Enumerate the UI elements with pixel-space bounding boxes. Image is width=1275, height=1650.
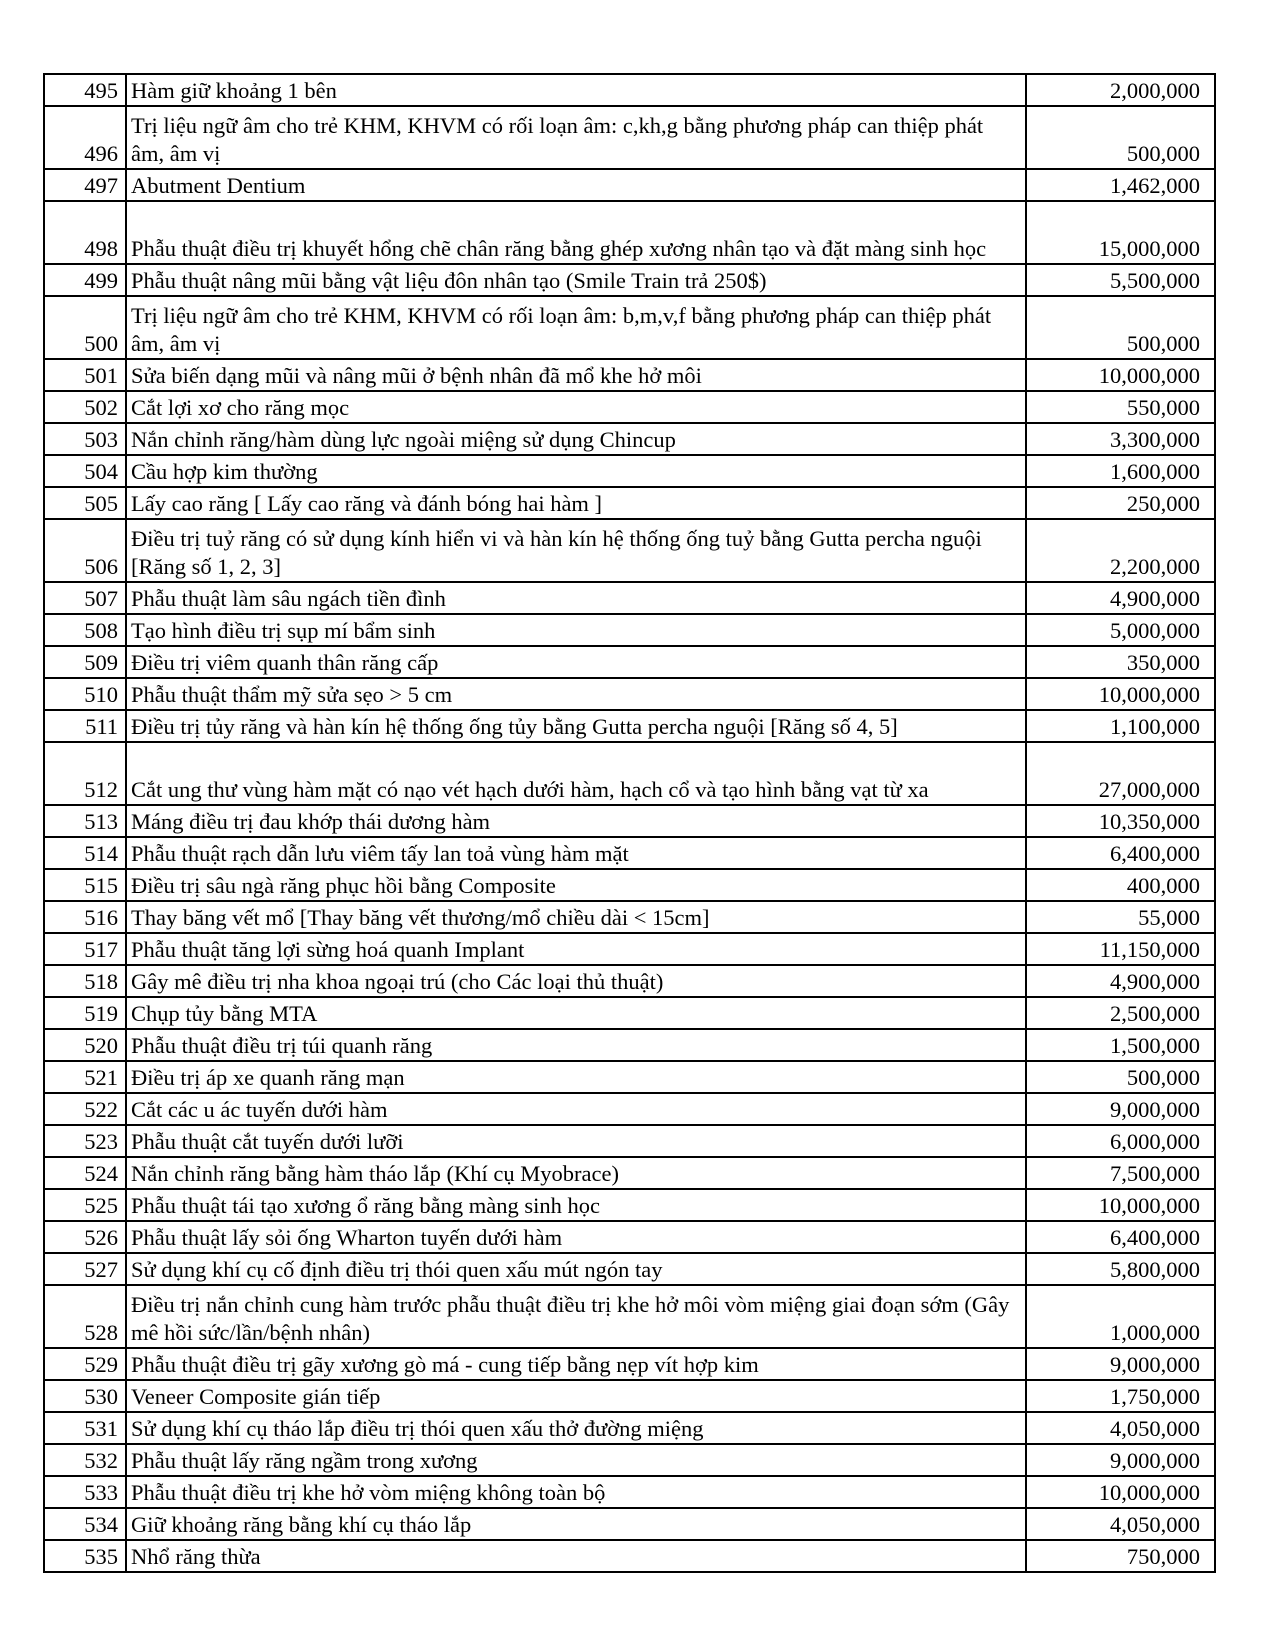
service-price: 500,000 xyxy=(1026,106,1215,169)
service-price: 9,000,000 xyxy=(1026,1348,1215,1380)
table-row xyxy=(44,1476,1215,1508)
table-row xyxy=(44,1348,1215,1380)
service-price: 1,100,000 xyxy=(1026,710,1215,742)
service-price: 10,350,000 xyxy=(1026,805,1215,837)
service-price: 9,000,000 xyxy=(1026,1093,1215,1125)
service-price: 1,000,000 xyxy=(1026,1285,1215,1348)
service-price: 2,500,000 xyxy=(1026,997,1215,1029)
service-description: Phẫu thuật tăng lợi sừng hoá quanh Implant xyxy=(126,933,1026,965)
service-price: 4,050,000 xyxy=(1026,1508,1215,1540)
service-description: Điều trị sâu ngà răng phục hồi bằng Composite xyxy=(126,869,1026,901)
row-number: 511 xyxy=(44,710,126,742)
service-description: Cắt lợi xơ cho răng mọc xyxy=(126,391,1026,423)
table-row xyxy=(44,391,1215,423)
table-row xyxy=(44,1061,1215,1093)
table-row xyxy=(44,1189,1215,1221)
service-price: 6,400,000 xyxy=(1026,1221,1215,1253)
row-number: 495 xyxy=(44,74,126,106)
row-number: 500 xyxy=(44,296,126,359)
table-row xyxy=(44,965,1215,997)
service-description: Thay băng vết mổ [Thay băng vết thương/mổ chiều dài < 15cm] xyxy=(126,901,1026,933)
service-price: 2,000,000 xyxy=(1026,74,1215,106)
table-row xyxy=(44,997,1215,1029)
row-number: 501 xyxy=(44,359,126,391)
table-row xyxy=(44,455,1215,487)
service-description: Lấy cao răng [ Lấy cao răng và đánh bóng hai hàm ] xyxy=(126,487,1026,519)
table-row xyxy=(44,487,1215,519)
service-price: 750,000 xyxy=(1026,1540,1215,1572)
row-number: 515 xyxy=(44,869,126,901)
service-price: 55,000 xyxy=(1026,901,1215,933)
service-price: 1,500,000 xyxy=(1026,1029,1215,1061)
service-price: 2,200,000 xyxy=(1026,519,1215,582)
service-description: Trị liệu ngữ âm cho trẻ KHM, KHVM có rối loạn âm: b,m,v,f bằng phương pháp can thiệp phát âm, âm vị xyxy=(126,296,1026,359)
row-number: 502 xyxy=(44,391,126,423)
row-number: 524 xyxy=(44,1157,126,1189)
service-description: Phẫu thuật thẩm mỹ sửa sẹo > 5 cm xyxy=(126,678,1026,710)
row-number: 508 xyxy=(44,614,126,646)
service-description: Phẫu thuật điều trị túi quanh răng xyxy=(126,1029,1026,1061)
row-number: 527 xyxy=(44,1253,126,1285)
row-number: 528 xyxy=(44,1285,126,1348)
service-description: Nắn chỉnh răng/hàm dùng lực ngoài miệng sử dụng Chincup xyxy=(126,423,1026,455)
service-description: Điều trị tủy răng và hàn kín hệ thống ống tủy bằng Gutta percha nguội [Răng số 4, 5] xyxy=(126,710,1026,742)
service-price: 5,000,000 xyxy=(1026,614,1215,646)
service-description: Sử dụng khí cụ cố định điều trị thói quen xấu mút ngón tay xyxy=(126,1253,1026,1285)
table-row xyxy=(44,74,1215,106)
service-description: Hàm giữ khoảng 1 bên xyxy=(126,74,1026,106)
price-table xyxy=(43,73,1216,1573)
service-description: Veneer Composite gián tiếp xyxy=(126,1380,1026,1412)
service-price: 9,000,000 xyxy=(1026,1444,1215,1476)
table-row xyxy=(44,1253,1215,1285)
service-price: 400,000 xyxy=(1026,869,1215,901)
row-number: 530 xyxy=(44,1380,126,1412)
service-description: Chụp tủy bằng MTA xyxy=(126,997,1026,1029)
service-price: 550,000 xyxy=(1026,391,1215,423)
service-description: Cầu hợp kim thường xyxy=(126,455,1026,487)
service-description: Điều trị viêm quanh thân răng cấp xyxy=(126,646,1026,678)
service-description: Điều trị tuỷ răng có sử dụng kính hiển vi và hàn kín hệ thống ống tuỷ bằng Gutta percha nguội [Răng số 1, 2, 3] xyxy=(126,519,1026,582)
table-row xyxy=(44,837,1215,869)
table-row xyxy=(44,1157,1215,1189)
service-description: Phẫu thuật điều trị khuyết hổng chẽ chân răng bằng ghép xương nhân tạo và đặt màng sinh học xyxy=(126,201,1026,264)
service-description: Cắt ung thư vùng hàm mặt có nạo vét hạch dưới hàm, hạch cổ và tạo hình bằng vạt từ xa xyxy=(126,742,1026,805)
table-row xyxy=(44,742,1215,805)
table-row xyxy=(44,710,1215,742)
service-price: 10,000,000 xyxy=(1026,678,1215,710)
service-description: Nhổ răng thừa xyxy=(126,1540,1026,1572)
row-number: 497 xyxy=(44,169,126,201)
price-table-body xyxy=(44,74,1215,1572)
service-price: 10,000,000 xyxy=(1026,1476,1215,1508)
row-number: 514 xyxy=(44,837,126,869)
service-price: 250,000 xyxy=(1026,487,1215,519)
row-number: 531 xyxy=(44,1412,126,1444)
table-row xyxy=(44,423,1215,455)
table-row xyxy=(44,359,1215,391)
row-number: 498 xyxy=(44,201,126,264)
table-row xyxy=(44,1093,1215,1125)
service-price: 350,000 xyxy=(1026,646,1215,678)
row-number: 513 xyxy=(44,805,126,837)
table-row xyxy=(44,201,1215,264)
table-row xyxy=(44,901,1215,933)
table-row xyxy=(44,805,1215,837)
service-price: 1,600,000 xyxy=(1026,455,1215,487)
row-number: 519 xyxy=(44,997,126,1029)
service-description: Giữ khoảng răng bằng khí cụ tháo lắp xyxy=(126,1508,1026,1540)
row-number: 525 xyxy=(44,1189,126,1221)
row-number: 529 xyxy=(44,1348,126,1380)
service-description: Phẫu thuật điều trị khe hở vòm miệng không toàn bộ xyxy=(126,1476,1026,1508)
service-price: 15,000,000 xyxy=(1026,201,1215,264)
table-row xyxy=(44,1508,1215,1540)
table-row xyxy=(44,678,1215,710)
service-price: 10,000,000 xyxy=(1026,359,1215,391)
service-description: Phẫu thuật nâng mũi bằng vật liệu đôn nhân tạo (Smile Train trả 250$) xyxy=(126,264,1026,296)
service-price: 1,462,000 xyxy=(1026,169,1215,201)
row-number: 499 xyxy=(44,264,126,296)
row-number: 510 xyxy=(44,678,126,710)
row-number: 504 xyxy=(44,455,126,487)
service-price: 10,000,000 xyxy=(1026,1189,1215,1221)
service-description: Cắt các u ác tuyến dưới hàm xyxy=(126,1093,1026,1125)
service-description: Abutment Dentium xyxy=(126,169,1026,201)
row-number: 507 xyxy=(44,582,126,614)
table-row xyxy=(44,264,1215,296)
row-number: 520 xyxy=(44,1029,126,1061)
service-price: 500,000 xyxy=(1026,296,1215,359)
row-number: 496 xyxy=(44,106,126,169)
table-row xyxy=(44,1285,1215,1348)
row-number: 506 xyxy=(44,519,126,582)
table-row xyxy=(44,1221,1215,1253)
service-description: Gây mê điều trị nha khoa ngoại trú (cho Các loại thủ thuật) xyxy=(126,965,1026,997)
row-number: 523 xyxy=(44,1125,126,1157)
row-number: 509 xyxy=(44,646,126,678)
service-description: Phẫu thuật làm sâu ngách tiền đình xyxy=(126,582,1026,614)
service-description: Máng điều trị đau khớp thái dương hàm xyxy=(126,805,1026,837)
row-number: 532 xyxy=(44,1444,126,1476)
service-description: Điều trị nắn chỉnh cung hàm trước phẫu thuật điều trị khe hở môi vòm miệng giai đoạn sớm (Gây mê hồi sức/lần/bệnh nhân) xyxy=(126,1285,1026,1348)
service-price: 4,050,000 xyxy=(1026,1412,1215,1444)
table-row xyxy=(44,1125,1215,1157)
service-price: 500,000 xyxy=(1026,1061,1215,1093)
row-number: 533 xyxy=(44,1476,126,1508)
table-row xyxy=(44,646,1215,678)
table-row xyxy=(44,1380,1215,1412)
table-row xyxy=(44,582,1215,614)
row-number: 505 xyxy=(44,487,126,519)
service-description: Phẫu thuật rạch dẫn lưu viêm tấy lan toả vùng hàm mặt xyxy=(126,837,1026,869)
service-description: Điều trị áp xe quanh răng mạn xyxy=(126,1061,1026,1093)
service-description: Phẫu thuật tái tạo xương ổ răng bằng màng sinh học xyxy=(126,1189,1026,1221)
service-price: 1,750,000 xyxy=(1026,1380,1215,1412)
table-row xyxy=(44,933,1215,965)
row-number: 522 xyxy=(44,1093,126,1125)
service-price: 11,150,000 xyxy=(1026,933,1215,965)
service-price: 4,900,000 xyxy=(1026,582,1215,614)
row-number: 516 xyxy=(44,901,126,933)
service-description: Sử dụng khí cụ tháo lắp điều trị thói quen xấu thở đường miệng xyxy=(126,1412,1026,1444)
row-number: 534 xyxy=(44,1508,126,1540)
service-price: 4,900,000 xyxy=(1026,965,1215,997)
table-row xyxy=(44,1029,1215,1061)
table-row xyxy=(44,106,1215,169)
service-description: Nắn chỉnh răng bằng hàm tháo lắp (Khí cụ Myobrace) xyxy=(126,1157,1026,1189)
service-price: 7,500,000 xyxy=(1026,1157,1215,1189)
table-row xyxy=(44,296,1215,359)
service-price: 3,300,000 xyxy=(1026,423,1215,455)
service-description: Phẫu thuật lấy răng ngầm trong xương xyxy=(126,1444,1026,1476)
service-description: Phẫu thuật cắt tuyến dưới lưỡi xyxy=(126,1125,1026,1157)
row-number: 503 xyxy=(44,423,126,455)
row-number: 512 xyxy=(44,742,126,805)
service-price: 5,800,000 xyxy=(1026,1253,1215,1285)
service-price: 27,000,000 xyxy=(1026,742,1215,805)
service-description: Phẫu thuật điều trị gãy xương gò má - cung tiếp bằng nẹp vít hợp kim xyxy=(126,1348,1026,1380)
service-description: Phẫu thuật lấy sỏi ống Wharton tuyến dưới hàm xyxy=(126,1221,1026,1253)
table-row xyxy=(44,614,1215,646)
service-description: Tạo hình điều trị sụp mí bẩm sinh xyxy=(126,614,1026,646)
row-number: 518 xyxy=(44,965,126,997)
table-row xyxy=(44,869,1215,901)
row-number: 526 xyxy=(44,1221,126,1253)
row-number: 535 xyxy=(44,1540,126,1572)
table-row xyxy=(44,519,1215,582)
service-price: 6,000,000 xyxy=(1026,1125,1215,1157)
table-row xyxy=(44,169,1215,201)
row-number: 517 xyxy=(44,933,126,965)
row-number: 521 xyxy=(44,1061,126,1093)
table-row xyxy=(44,1412,1215,1444)
price-table-sheet xyxy=(43,73,1214,1573)
service-description: Sửa biến dạng mũi và nâng mũi ở bệnh nhân đã mổ khe hở môi xyxy=(126,359,1026,391)
service-price: 5,500,000 xyxy=(1026,264,1215,296)
service-description: Trị liệu ngữ âm cho trẻ KHM, KHVM có rối loạn âm: c,kh,g bằng phương pháp can thiệp phát âm, âm vị xyxy=(126,106,1026,169)
service-price: 6,400,000 xyxy=(1026,837,1215,869)
table-row xyxy=(44,1540,1215,1572)
table-row xyxy=(44,1444,1215,1476)
